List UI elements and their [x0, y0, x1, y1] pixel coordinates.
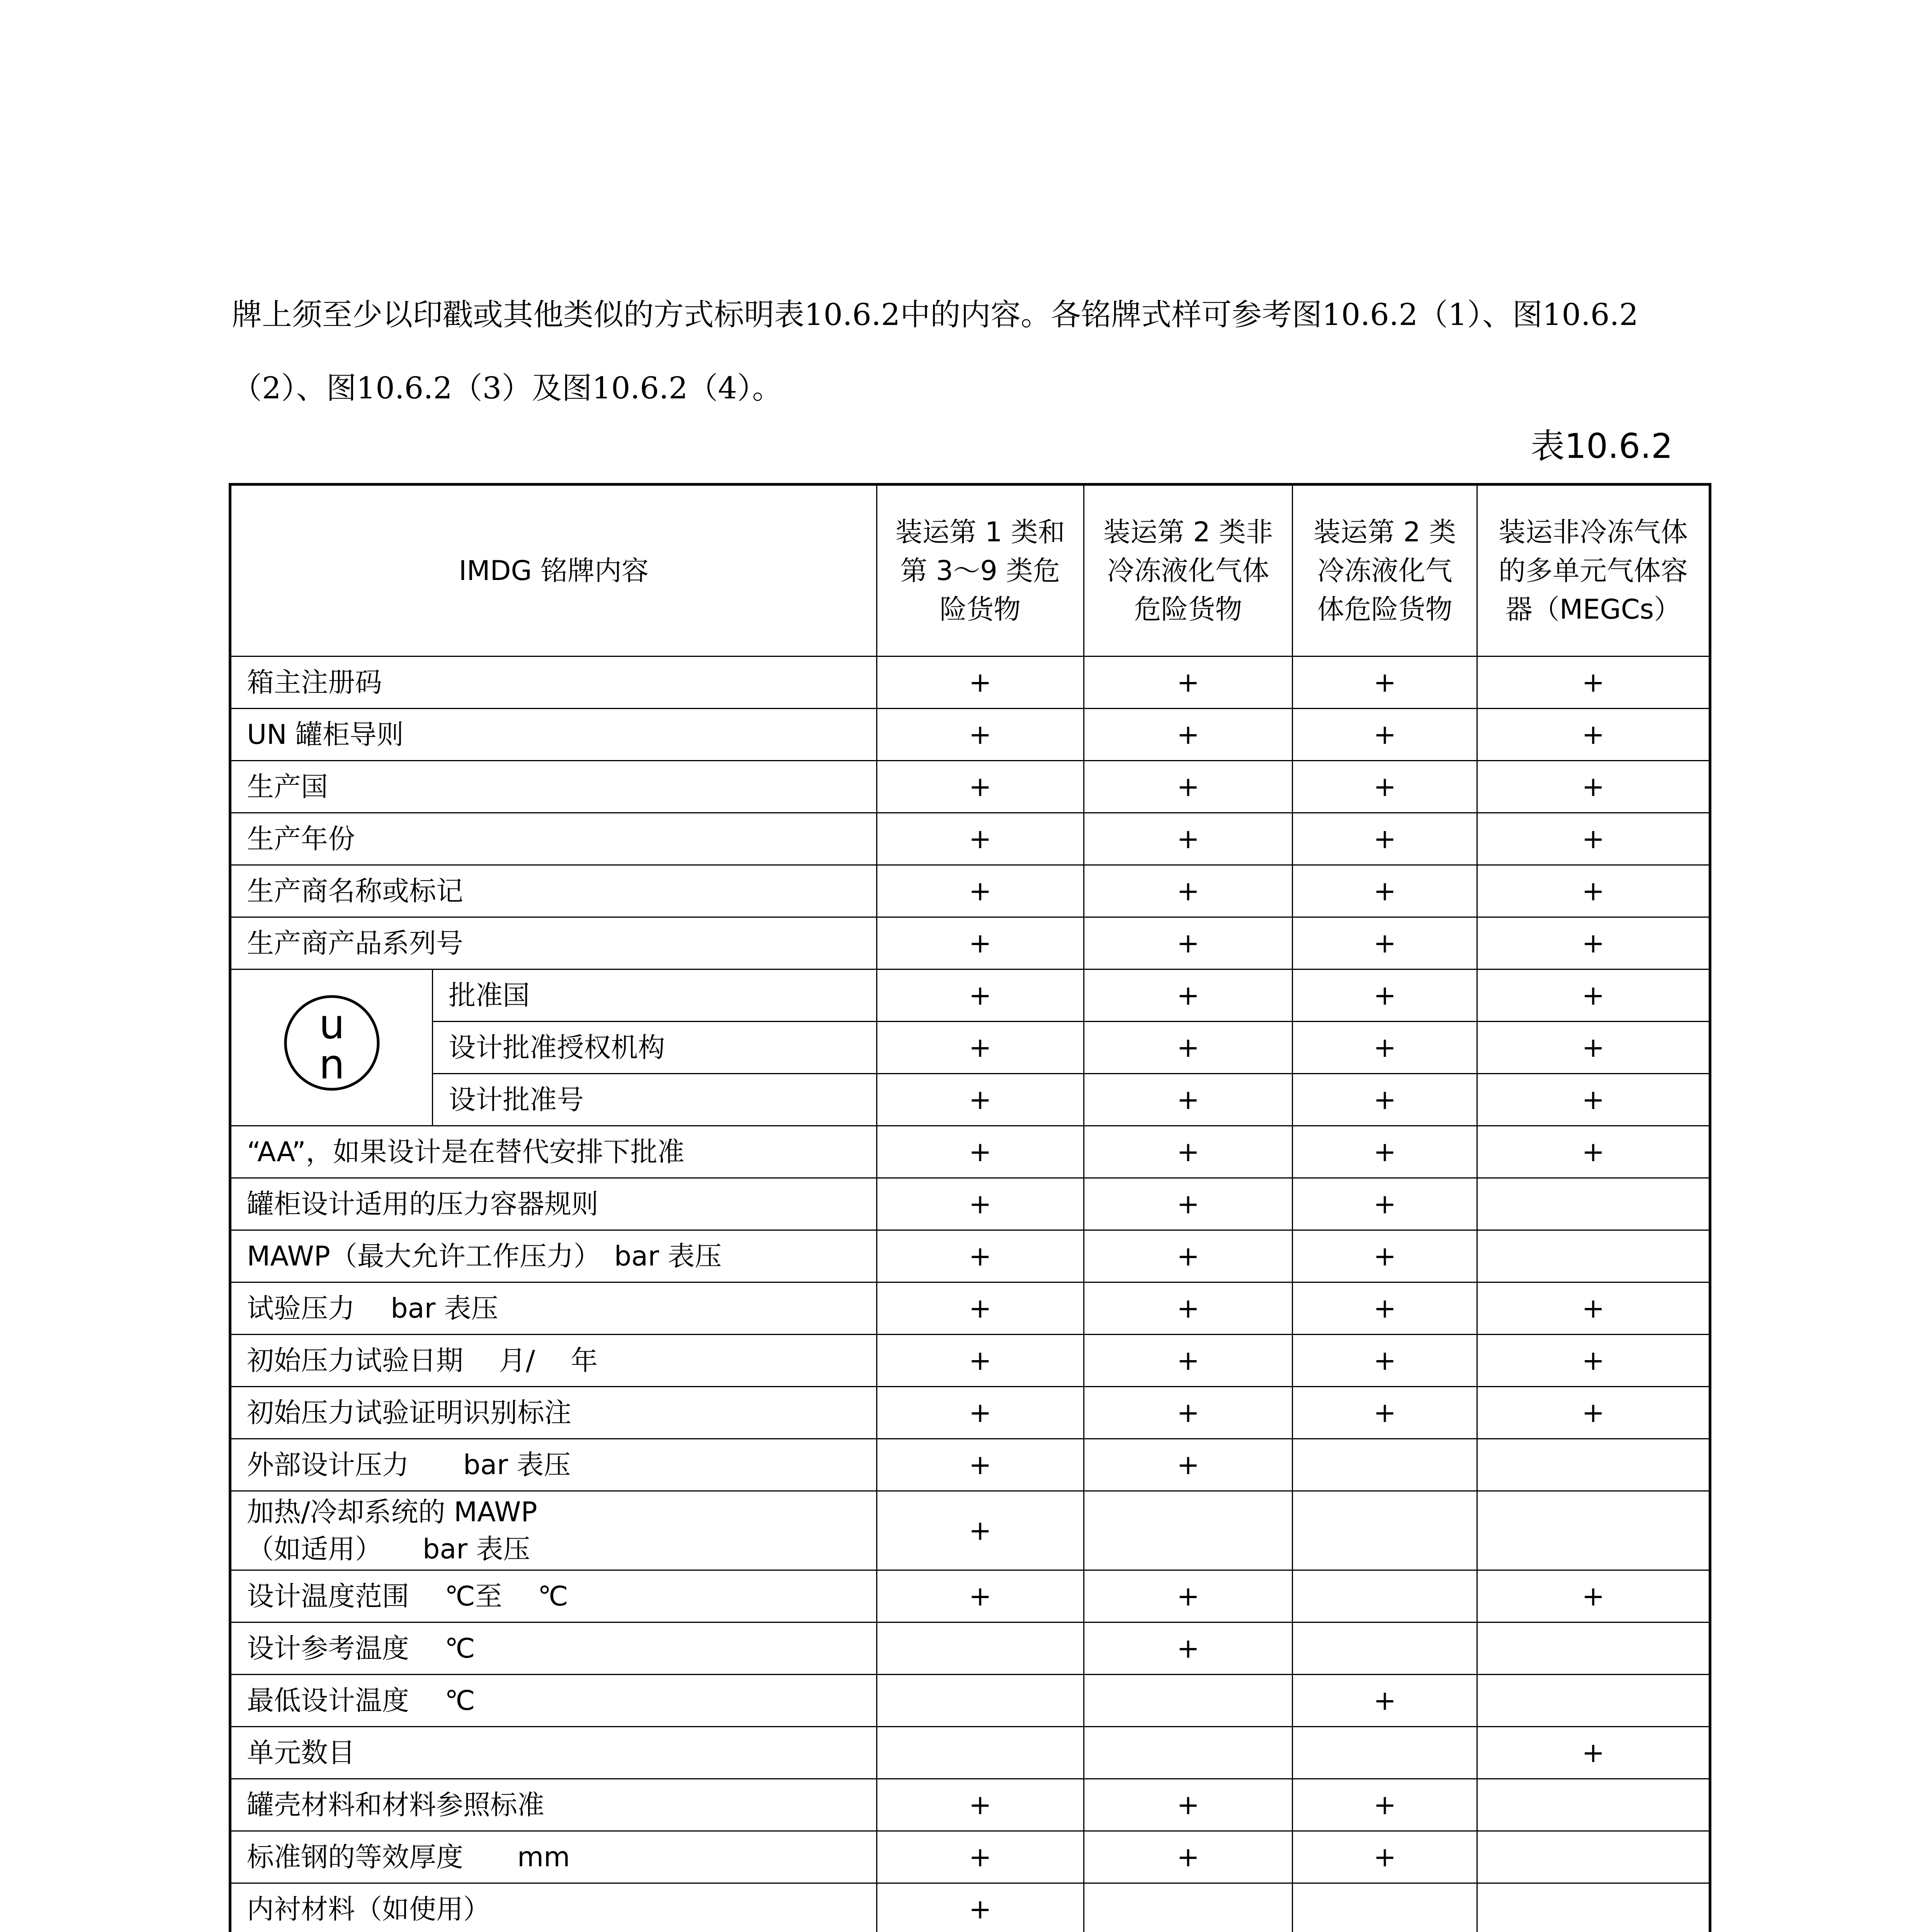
- header-col4-line1: 装运非冷冻气体: [1499, 516, 1688, 548]
- row-label: 生产年份: [230, 813, 877, 865]
- table-row: [230, 1570, 1710, 1622]
- mark-cell: +: [877, 1022, 1084, 1074]
- header-col1-line1: 装运第 1 类和: [895, 516, 1065, 548]
- mark-cell: +: [877, 761, 1084, 813]
- mark-cell: +: [1293, 1387, 1477, 1439]
- mark-cell: [1293, 1570, 1477, 1622]
- header-col4-line3: 器（MEGCs）: [1505, 594, 1681, 625]
- un-letter-n: n: [319, 1041, 345, 1088]
- mark-cell: +: [877, 969, 1084, 1022]
- mark-cell: +: [877, 1335, 1084, 1387]
- table-title: 表10.6.2: [1531, 426, 1673, 466]
- mark-cell: +: [1293, 1282, 1477, 1335]
- row-label: 试验压力 bar 表压: [230, 1282, 877, 1335]
- mark-cell: [1477, 1439, 1710, 1491]
- row-label: 设计温度范围 ℃至 ℃: [230, 1570, 877, 1622]
- mark-cell: +: [1293, 709, 1477, 761]
- mark-cell: [1084, 1727, 1292, 1779]
- row-label: 标准钢的等效厚度 mm: [230, 1831, 877, 1883]
- row-label: 最低设计温度 ℃: [230, 1675, 877, 1727]
- mark-cell: +: [1477, 865, 1710, 917]
- mark-cell: +: [1293, 1178, 1477, 1230]
- mark-cell: +: [1293, 1335, 1477, 1387]
- mark-cell: +: [1293, 865, 1477, 917]
- mark-cell: [877, 1727, 1084, 1779]
- table-row: [230, 813, 1710, 865]
- mark-cell: +: [877, 1126, 1084, 1178]
- mark-cell: +: [1084, 969, 1292, 1022]
- mark-cell: +: [1477, 656, 1710, 709]
- mark-cell: +: [877, 813, 1084, 865]
- mark-cell: +: [1084, 1387, 1292, 1439]
- mark-cell: +: [1084, 709, 1292, 761]
- row-label: UN 罐柜导则: [230, 709, 877, 761]
- table-row: [230, 1439, 1710, 1491]
- mark-cell: [1477, 1622, 1710, 1675]
- mark-cell: [1477, 1491, 1710, 1570]
- table-row: [230, 1622, 1710, 1675]
- mark-cell: +: [1084, 1335, 1292, 1387]
- header-col1-line3: 险货物: [940, 594, 1021, 625]
- mark-cell: [1477, 1178, 1710, 1230]
- mark-cell: [1477, 1675, 1710, 1727]
- mark-cell: +: [1084, 1831, 1292, 1883]
- row-label: 生产国: [230, 761, 877, 813]
- mark-cell: +: [877, 1387, 1084, 1439]
- mark-cell: +: [1084, 1074, 1292, 1126]
- table-row: [230, 709, 1710, 761]
- mark-cell: [1477, 1831, 1710, 1883]
- mark-cell: +: [1084, 1230, 1292, 1282]
- row-label: 外部设计压力 bar 表压: [230, 1439, 877, 1491]
- table-row: [230, 1074, 1710, 1126]
- mark-cell: +: [1084, 813, 1292, 865]
- row-label-line1: 加热/冷却系统的 MAWP: [247, 1496, 537, 1528]
- table-row: [230, 1230, 1710, 1282]
- mark-cell: +: [877, 1570, 1084, 1622]
- mark-cell: +: [1293, 1831, 1477, 1883]
- mark-cell: +: [1293, 917, 1477, 969]
- header-row: [230, 485, 1710, 656]
- mark-cell: [1293, 1491, 1477, 1570]
- mark-cell: +: [1084, 1622, 1292, 1675]
- mark-cell: +: [1477, 1387, 1710, 1439]
- intro-paragraph: [232, 278, 1708, 425]
- mark-cell: +: [877, 1178, 1084, 1230]
- mark-cell: +: [1477, 1727, 1710, 1779]
- table-row: [230, 1126, 1710, 1178]
- header-col3-line2: 冷冻液化气: [1317, 555, 1453, 587]
- table-row: [230, 969, 1710, 1022]
- mark-cell: [1293, 1727, 1477, 1779]
- mark-cell: +: [877, 656, 1084, 709]
- table-row: [230, 761, 1710, 813]
- mark-cell: +: [1084, 1178, 1292, 1230]
- row-label: 初始压力试验证明识别标注: [230, 1387, 877, 1439]
- mark-cell: [1477, 1883, 1710, 1932]
- mark-cell: +: [1477, 1126, 1710, 1178]
- header-col2-line1: 装运第 2 类非: [1103, 516, 1273, 548]
- table-row: [230, 865, 1710, 917]
- table-row: [230, 1178, 1710, 1230]
- mark-cell: +: [1084, 1439, 1292, 1491]
- imdg-plate-table: [229, 483, 1711, 1932]
- mark-cell: +: [1084, 1022, 1292, 1074]
- row-label: 单元数目: [230, 1727, 877, 1779]
- mark-cell: +: [1477, 969, 1710, 1022]
- table-row: [230, 1387, 1710, 1439]
- mark-cell: +: [1084, 656, 1292, 709]
- header-col1-line2: 第 3～9 类危: [900, 555, 1060, 587]
- mark-cell: [1293, 1622, 1477, 1675]
- mark-cell: +: [877, 1074, 1084, 1126]
- row-label: “AA”，如果设计是在替代安排下批准: [230, 1126, 877, 1178]
- header-col3-line1: 装运第 2 类: [1313, 516, 1456, 548]
- row-label: 初始压力试验日期 月/ 年: [230, 1335, 877, 1387]
- row-label: 设计批准号: [433, 1074, 877, 1126]
- mark-cell: +: [877, 1831, 1084, 1883]
- row-label: MAWP（最大允许工作压力） bar 表压: [230, 1230, 877, 1282]
- header-col1: [877, 485, 1084, 656]
- header-col4: [1477, 485, 1710, 656]
- mark-cell: [1293, 1439, 1477, 1491]
- header-col4-line2: 的多单元气体容: [1499, 555, 1688, 587]
- table-row: [230, 1727, 1710, 1779]
- mark-cell: +: [1084, 917, 1292, 969]
- table-row: [230, 1675, 1710, 1727]
- mark-cell: +: [877, 1779, 1084, 1831]
- mark-cell: +: [1477, 709, 1710, 761]
- header-col2-line2: 冷冻液化气体: [1107, 555, 1269, 587]
- mark-cell: +: [1293, 1230, 1477, 1282]
- mark-cell: +: [1084, 1570, 1292, 1622]
- mark-cell: +: [1477, 1335, 1710, 1387]
- row-label: 设计参考温度 ℃: [230, 1622, 877, 1675]
- mark-cell: +: [1293, 1779, 1477, 1831]
- mark-cell: +: [1293, 761, 1477, 813]
- table-row: [230, 1335, 1710, 1387]
- mark-cell: +: [1084, 1282, 1292, 1335]
- row-label: 罐柜设计适用的压力容器规则: [230, 1178, 877, 1230]
- row-label-line2: （如适用） bar 表压: [247, 1533, 530, 1565]
- mark-cell: +: [1477, 1282, 1710, 1335]
- mark-cell: +: [1477, 1074, 1710, 1126]
- intro-line-2: （2）、图10.6.2（3）及图10.6.2（4）。: [232, 371, 783, 406]
- mark-cell: [1084, 1883, 1292, 1932]
- mark-cell: +: [1293, 1022, 1477, 1074]
- mark-cell: +: [1293, 813, 1477, 865]
- table-row: [230, 1491, 1710, 1570]
- mark-cell: +: [1477, 761, 1710, 813]
- mark-cell: +: [877, 1491, 1084, 1570]
- header-col2-line3: 危险货物: [1134, 594, 1242, 625]
- mark-cell: +: [1084, 761, 1292, 813]
- mark-cell: +: [1477, 1570, 1710, 1622]
- mark-cell: [1477, 1779, 1710, 1831]
- mark-cell: [1084, 1491, 1292, 1570]
- mark-cell: +: [877, 709, 1084, 761]
- un-symbol-cell: [230, 969, 433, 1126]
- table-row: [230, 1779, 1710, 1831]
- mark-cell: +: [877, 917, 1084, 969]
- row-label: 内衬材料（如使用）: [230, 1883, 877, 1932]
- mark-cell: [1293, 1883, 1477, 1932]
- header-col2: [1084, 485, 1292, 656]
- header-col3-line3: 体危险货物: [1317, 594, 1453, 625]
- header-col3: [1293, 485, 1477, 656]
- table-row: [230, 1282, 1710, 1335]
- mark-cell: +: [1477, 1022, 1710, 1074]
- table-row: [230, 1831, 1710, 1883]
- table-row: [230, 1883, 1710, 1932]
- mark-cell: +: [1293, 969, 1477, 1022]
- table-row: [230, 917, 1710, 969]
- mark-cell: +: [1084, 1779, 1292, 1831]
- row-label: [230, 1491, 877, 1570]
- mark-cell: +: [877, 1230, 1084, 1282]
- mark-cell: [877, 1675, 1084, 1727]
- mark-cell: [877, 1622, 1084, 1675]
- row-label: 箱主注册码: [230, 656, 877, 709]
- mark-cell: [1477, 1230, 1710, 1282]
- mark-cell: +: [1293, 1126, 1477, 1178]
- mark-cell: +: [1084, 1126, 1292, 1178]
- mark-cell: +: [877, 865, 1084, 917]
- row-label: 罐壳材料和材料参照标准: [230, 1779, 877, 1831]
- mark-cell: [1084, 1675, 1292, 1727]
- mark-cell: +: [877, 1282, 1084, 1335]
- row-label: 设计批准授权机构: [433, 1022, 877, 1074]
- mark-cell: +: [1293, 1074, 1477, 1126]
- row-label: 生产商产品系列号: [230, 917, 877, 969]
- un-circle-icon: [282, 993, 382, 1093]
- row-label: 批准国: [433, 969, 877, 1022]
- mark-cell: +: [877, 1883, 1084, 1932]
- header-content: IMDG 铭牌内容: [230, 485, 877, 656]
- intro-line-1: 牌上须至少以印戳或其他类似的方式标明表10.6.2中的内容。各铭牌式样可参考图10.6.2（1）、图10.6.2: [232, 298, 1638, 332]
- un-letter-u: u: [319, 1001, 345, 1048]
- mark-cell: +: [877, 1439, 1084, 1491]
- row-label: 生产商名称或标记: [230, 865, 877, 917]
- mark-cell: +: [1477, 813, 1710, 865]
- mark-cell: +: [1084, 865, 1292, 917]
- table-row: [230, 656, 1710, 709]
- mark-cell: +: [1477, 917, 1710, 969]
- mark-cell: +: [1293, 1675, 1477, 1727]
- mark-cell: +: [1293, 656, 1477, 709]
- table-row: [230, 1022, 1710, 1074]
